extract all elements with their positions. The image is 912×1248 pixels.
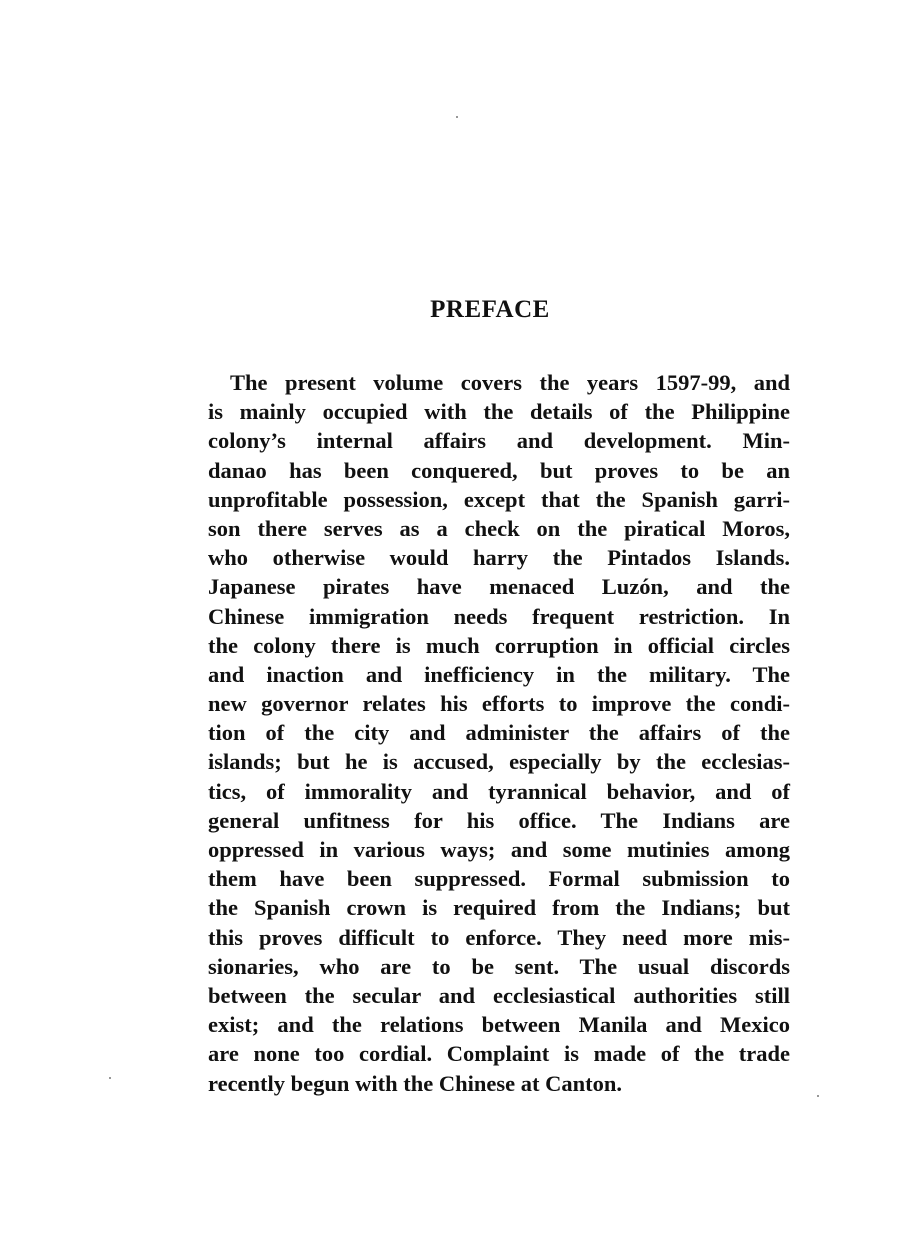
paragraph-line: general unfitness for his office. The Indians are bbox=[208, 807, 790, 833]
paragraph-line: Japanese pirates have menaced Luzón, and the bbox=[208, 574, 790, 600]
paragraph-line: the colony there is much corruption in official circles bbox=[208, 632, 790, 658]
paragraph-line: new governor relates his efforts to improve the condi- bbox=[208, 691, 790, 717]
paragraph-line: tion of the city and administer the affairs of the bbox=[208, 720, 790, 746]
paragraph-line: oppressed in various ways; and some mutinies among bbox=[208, 837, 790, 862]
paragraph-line: unprofitable possession, except that the Spanish garri- bbox=[208, 486, 790, 512]
paragraph-line: and inaction and inefficiency in the military. The bbox=[208, 661, 790, 687]
paragraph-line: this proves difficult to enforce. They need more mis- bbox=[208, 924, 790, 950]
paragraph-line: the Spanish crown is required from the Indians; but bbox=[208, 895, 790, 921]
paragraph-line: are none too cordial. Complaint is made of the trade bbox=[208, 1041, 790, 1067]
page-speck bbox=[817, 1095, 819, 1097]
paragraph-line: sionaries, who are to be sent. The usual discords bbox=[208, 953, 790, 979]
paragraph-line: The present volume covers the years 1597-99, and bbox=[230, 370, 790, 395]
preface-paragraph bbox=[208, 368, 790, 1098]
paragraph-line: between the secular and ecclesiastical authorities still bbox=[208, 982, 790, 1008]
paragraph-line: is mainly occupied with the details of the Philippine bbox=[208, 399, 790, 425]
paragraph-line: tics, of immorality and tyrannical behavior, and of bbox=[208, 778, 790, 804]
paragraph-line: exist; and the relations between Manila and Mexico bbox=[208, 1012, 790, 1038]
paragraph-line: danao has been conquered, but proves to be an bbox=[208, 457, 790, 483]
paragraph-line: colony’s internal affairs and development. Min- bbox=[208, 428, 790, 454]
page-speck bbox=[456, 116, 458, 118]
page-title: PREFACE bbox=[430, 296, 550, 323]
paragraph-line: recently begun with the Chinese at Canton. bbox=[208, 1070, 622, 1096]
page-speck bbox=[109, 1077, 111, 1079]
paragraph-line: islands; but he is accused, especially by the ecclesias- bbox=[208, 749, 790, 775]
paragraph-line: who otherwise would harry the Pintados Islands. bbox=[208, 545, 790, 571]
paragraph-line: Chinese immigration needs frequent restriction. In bbox=[208, 603, 790, 629]
paragraph-line: son there serves as a check on the piratical Moros, bbox=[208, 515, 790, 541]
paragraph-line: them have been suppressed. Formal submission to bbox=[208, 866, 790, 892]
